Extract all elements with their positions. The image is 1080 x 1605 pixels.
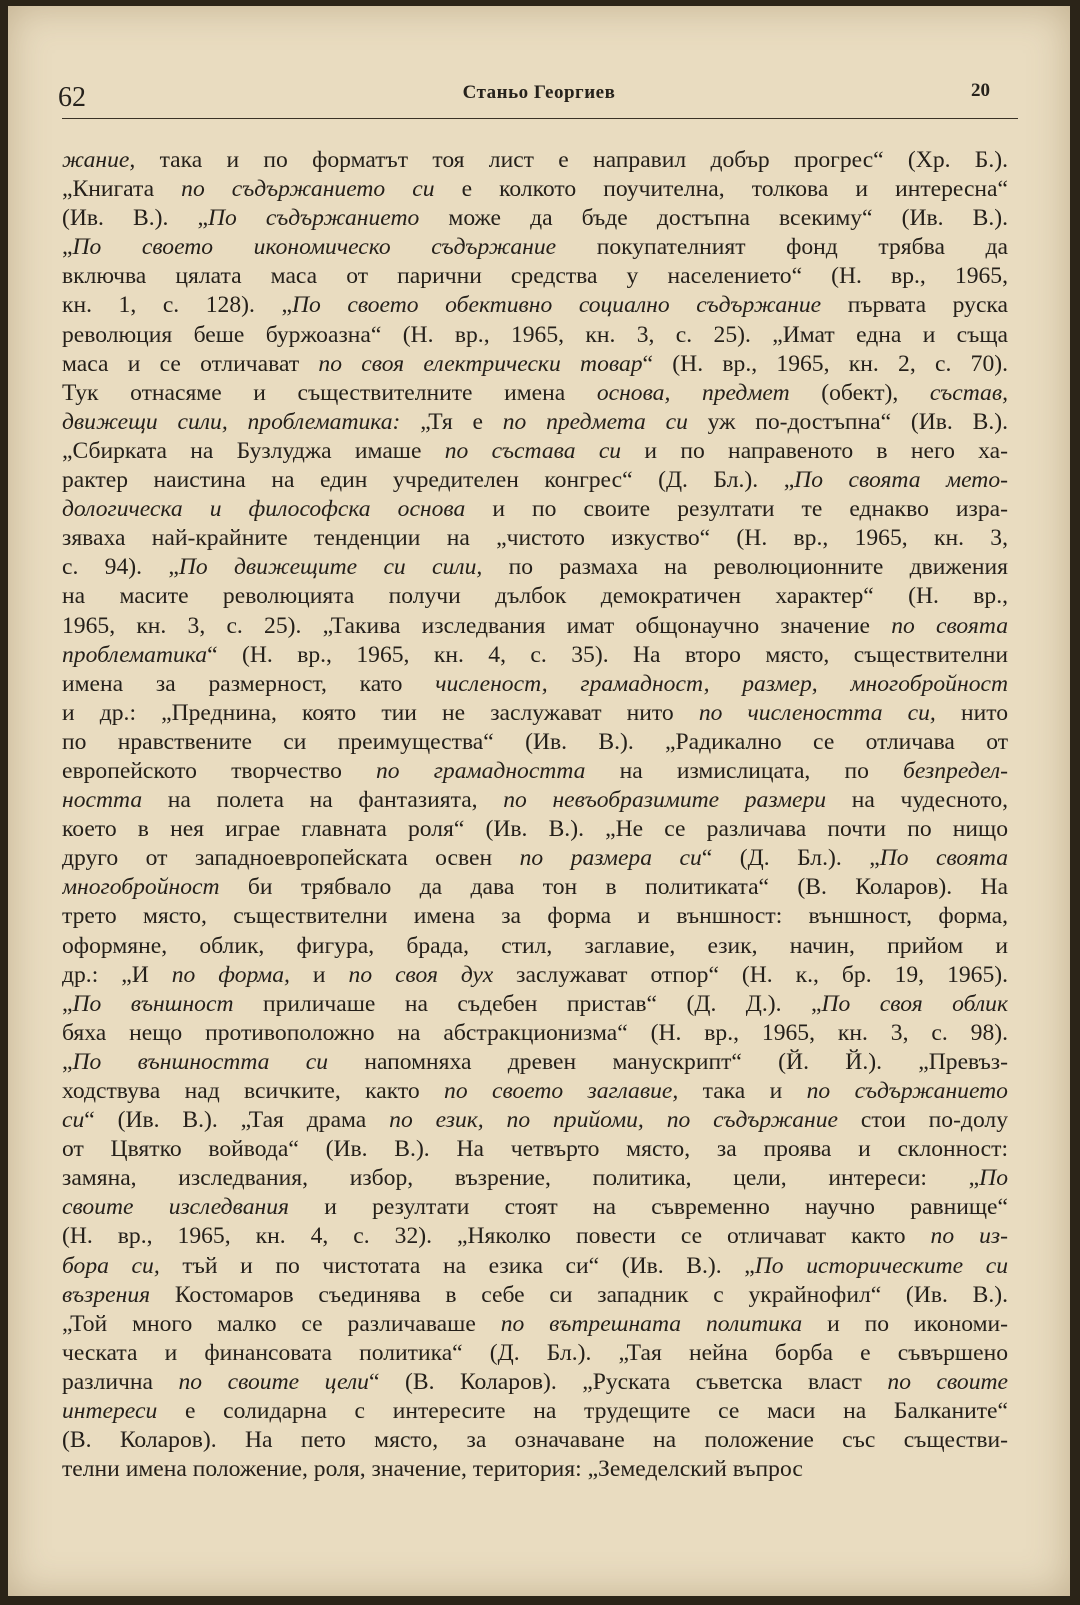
text-run: “ (Ив. В.). „Тая драма [84,1107,390,1134]
text-line [62,204,1008,233]
italic-phrase: по съдържанието [806,1078,1008,1104]
text-line [62,1077,1008,1106]
text-line [62,844,1008,873]
italic-phrase: основа, предмет [596,379,790,406]
italic-phrase: По своето икономическо съдържание [72,234,557,261]
text-line [62,757,1008,786]
text-line [62,1426,1008,1455]
page-number: 62 [58,82,86,113]
italic-phrase: по вътрешната политика [500,1310,803,1337]
text-run: на масите революцията получи дълбок демократичен характер“ (Н. вр., [62,583,1008,610]
text-line [62,321,1008,350]
text-line [62,815,1008,844]
italic-phrase: По съдържанието [207,205,420,232]
text-line [62,495,1008,524]
text-run: ческата и финансовата политика“ (Д. Бл.). „Тая нейна борба е съвършено [62,1339,1008,1366]
text-run: тъй и по чистотата на езика си“ (Ив. В.). „ [159,1252,755,1279]
text-line [62,582,1008,611]
text-line [62,553,1008,582]
text-run: на чудесното, [826,787,1008,814]
text-run: „Той много малко се различаваше [62,1310,501,1337]
text-run: стои по-долу [838,1107,1008,1134]
text-run: което в нея играе главната роля“ (Ив. В.). „Не се различава почти по нищо [62,816,1008,843]
text-line [62,902,1008,931]
text-line [62,1397,1008,1426]
text-run: 1965, кн. 3, с. 25). „Такива изследвания имат общонаучно значение [62,612,892,639]
italic-phrase: по предмета си [502,408,688,435]
italic-phrase: си [62,1107,85,1134]
italic-phrase: движещи сили, проблематика: [62,408,401,435]
text-run: „Сбирката на Бузлуджа имаше [62,437,445,464]
italic-phrase: по грамадността [376,757,586,784]
text-line [62,670,1008,699]
text-line [62,350,1008,379]
text-run: и по направеното в него ха- [621,437,1008,464]
text-run: ходствува над всичките, както [62,1078,445,1104]
text-run: оформяне, облик, фигура, брада, стил, заглавие, език, начин, прийом и [62,932,1008,959]
text-run: “ (В. Коларов). „Руската съветска власт [368,1368,888,1395]
text-run: „ [62,1048,73,1075]
text-run: (В. Коларов). На пето място, за означаване на положение със съществи- [62,1427,1008,1454]
text-line [62,262,1008,291]
italic-phrase: По [979,1165,1008,1192]
text-run: друго от западноевропейската освен [62,845,520,872]
text-run: уж по-достъпна“ (Ив. В.). [687,408,1008,435]
text-line [62,786,1008,815]
text-run: „Тя е [400,408,503,435]
text-line [62,1135,1008,1164]
text-run: европейското творчество [62,757,376,784]
text-run: покупателният фонд трябва да [556,234,1008,261]
italic-phrase: интереси [62,1398,158,1425]
text-run: “ (Н. вр., 1965, кн. 4, с. 35). На второ място, съществителни [207,641,1008,668]
italic-phrase: по своя електрически товар [318,350,643,377]
italic-phrase: състав, [929,379,1008,406]
text-run: нито [935,699,1008,726]
text-run: „Книгата [62,176,182,203]
italic-phrase: по своите [887,1368,1008,1395]
text-line [62,1368,1008,1397]
text-line [62,1222,1008,1251]
text-line [62,1048,1008,1077]
section-number: 20 [971,80,990,101]
text-run: бяха нещо противоположно на абстракционизма“ (Н. вр., 1965, кн. 3, с. 98). [62,1019,1008,1046]
text-run: е колкото поучителна, толкова и интересна“ [434,176,1008,203]
text-line [62,1106,1008,1135]
text-run: (Ив. В.). „ [62,205,208,232]
text-run: и по своите резултати те еднакво изра- [465,496,1008,523]
italic-phrase: по съдържанието си [181,176,435,203]
text-line [62,873,1008,902]
text-run: може да бъде достъпна всекиму“ (Ив. В.). [419,205,1008,232]
text-run: телни имена положение, роля, значение, територия: „Земеделский въпрос [62,1456,803,1483]
text-line [62,291,1008,320]
text-run: трето място, съществителни имена за форма и външност: външност, форма, [62,903,1008,930]
text-run: кн. 1, с. 128). „ [62,292,292,319]
text-line [62,466,1008,495]
text-run: др.: „И [62,961,172,988]
text-line [62,146,1008,175]
text-run: включва цялата маса от парични средства у населението“ (Н. вр., 1965, [62,263,1008,290]
italic-phrase: възрения [62,1281,151,1308]
italic-phrase: по размера си [519,845,702,872]
text-run: „ [62,234,73,261]
header-rule [62,118,1018,119]
text-run: би трябвало да дава тон в политиката“ (В. Коларов). На [219,874,1008,901]
text-line [62,408,1008,437]
text-line [62,990,1008,1019]
text-run: по нравствените си преимущества“ (Ив. В.). „Радикално се отличава от [62,728,1008,755]
text-run: и др.: „Преднина, която тии не заслужават нито [62,699,699,726]
text-run: замяна, изследвания, избор, възрение, политика, цели, интереси: „ [62,1165,980,1192]
text-line [62,1281,1008,1310]
italic-phrase: жание, [62,147,136,173]
text-line [62,728,1008,757]
italic-phrase: бора си, [62,1252,160,1279]
italic-phrase: По своята [879,845,1008,872]
italic-phrase: ността [62,787,143,814]
text-line [62,932,1008,961]
italic-phrase: по своя дух [348,961,494,988]
italic-phrase: многобройност [62,874,220,901]
text-line [62,524,1008,553]
text-run: Костомаров съединява в себе си западник с украйнофил“ (Ив. В.). [150,1281,1008,1308]
text-line [62,641,1008,670]
italic-phrase: по форма, [171,961,290,988]
text-run: (Н. вр., 1965, кн. 4, с. 32). „Няколко повести се отличават както [62,1223,931,1250]
text-run: и [289,961,349,988]
italic-phrase: по невъобразимите размери [503,787,827,814]
text-line [62,961,1008,990]
italic-phrase: своите изследвания [62,1194,289,1221]
text-run: първата руска [821,292,1008,319]
italic-phrase: по своите цели [178,1368,369,1395]
running-head-author: Станьо Георгиев [462,82,616,103]
text-run: революция беше буржоазна“ (Н. вр., 1965, кн. 3, с. 25). „Имат една и съща [62,321,1008,348]
text-run: на полета на фантазията, [142,787,504,814]
text-run: приличаше на съдебен пристав“ (Д. Д.). „ [233,990,822,1017]
italic-phrase: по из- [930,1223,1008,1250]
italic-phrase: по състава си [444,437,622,464]
italic-phrase: По историческите си [754,1252,1008,1279]
text-line [62,699,1008,728]
text-run: напомняха древен манускрипт“ (Й. Й.). „Превъз- [328,1048,1008,1075]
text-line [62,612,1008,641]
text-run: от Цвятко войвода“ (Ив. В.). На четвърто място, за проява и склонност: [62,1136,1008,1163]
text-line [62,1252,1008,1281]
italic-phrase: По външност [72,990,234,1017]
text-run: “ (Д. Бл.). „ [701,845,880,872]
text-run: и по икономи- [802,1310,1008,1337]
text-line [62,1019,1008,1048]
text-line [62,1339,1008,1368]
body-text [62,146,1008,1484]
text-run: и резултати стоят на съвременно научно равнище“ [288,1194,1008,1221]
text-run: е солидарна с интересите на трудещите се маси на Балканите“ [157,1398,1008,1425]
italic-phrase: по своето заглавие, [444,1078,679,1104]
text-run: (обект), [789,379,930,406]
italic-phrase: По движещите си сили, [178,554,483,581]
text-line [62,437,1008,466]
italic-phrase: По своето обективно социално съдържание [291,292,822,319]
text-run: на измислицата, по [585,757,904,784]
italic-phrase: по език, по прийоми, по съдържание [389,1107,839,1134]
text-run: рактер наистина на един учредителен конгрес“ (Д. Бл.). „ [62,467,795,494]
italic-phrase: по своята [891,612,1008,639]
text-run: зяваха най-крайните тенденции на „чистото изкуство“ (Н. вр., 1965, кн. 3, [62,525,1008,552]
text-run: Тук отнасяме и съществителните имена [62,379,597,406]
italic-phrase: По своята мето- [794,467,1008,494]
text-run: с. 94). „ [62,554,179,581]
text-line [62,175,1008,204]
italic-phrase: По външността си [72,1048,329,1075]
italic-phrase: По своя облик [821,990,1008,1017]
text-line [62,1193,1008,1222]
text-run: заслужават отпор“ (Н. к., бр. 19, 1965). [493,961,1008,988]
italic-phrase: численост, грамадност, размер, многобройност [435,670,1008,697]
italic-phrase: по числеността си, [698,699,936,726]
text-line [62,1164,1008,1193]
text-line [62,1455,1008,1484]
book-page [8,6,1070,1596]
italic-phrase: дологическа и философска основа [62,496,466,523]
text-run: така и [678,1078,807,1104]
text-line [62,1310,1008,1339]
text-run: различна [62,1368,179,1395]
text-run: така и по форматът тоя лист е направил добър прогрес“ (Хр. Б.). [135,147,1008,173]
text-run: имена за размерност, като [62,670,436,697]
text-run: “ (Н. вр., 1965, кн. 2, с. 70). [642,350,1008,377]
text-run: маса и се отличават [62,350,319,377]
text-line [62,379,1008,408]
text-line [62,233,1008,262]
italic-phrase: проблематика [62,641,208,668]
text-run: „ [62,990,73,1017]
text-run: по размаха на революционните движения [482,554,1008,581]
italic-phrase: безпредел- [903,757,1008,784]
